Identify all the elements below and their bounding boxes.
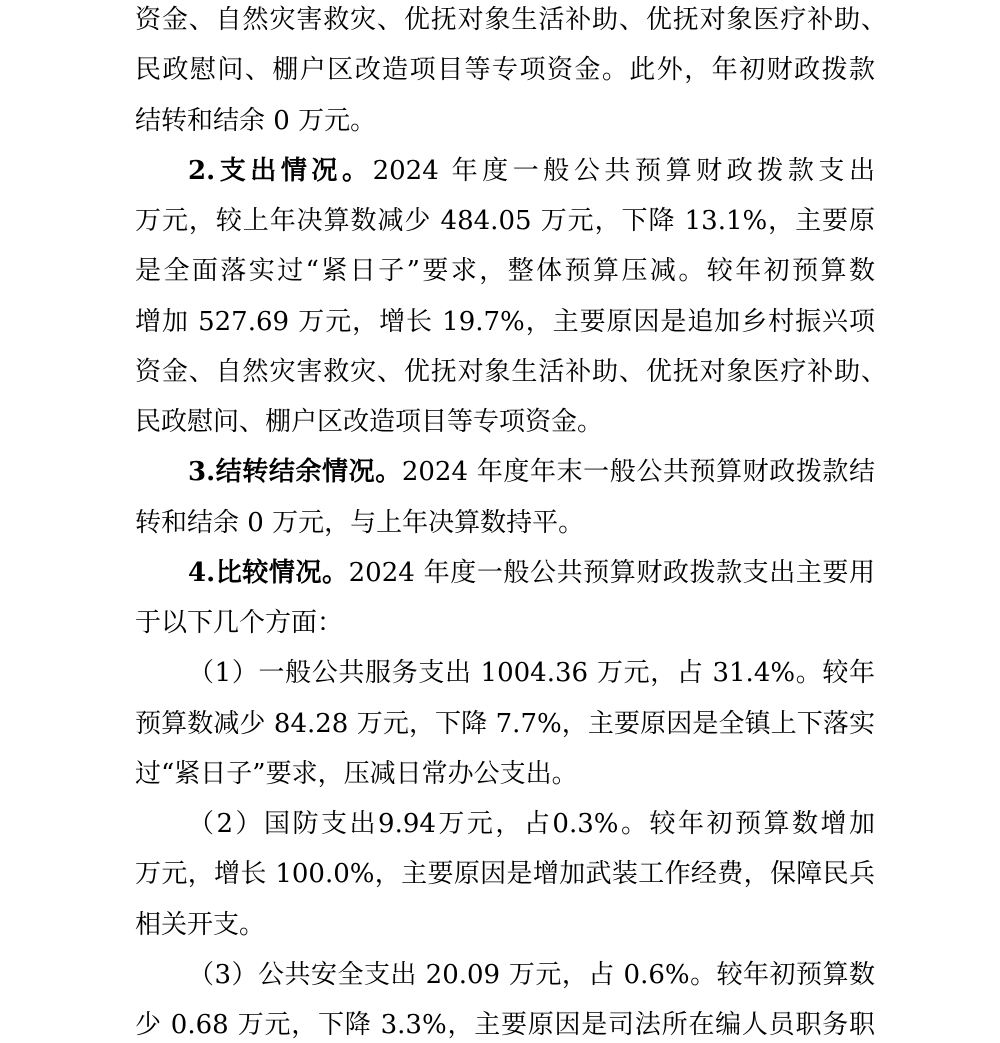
section-heading: 2.支出情况。 [188,155,373,186]
paragraph-text: 2024 年度一般公共预算财政拨款支出主要用 [348,557,875,588]
paragraph-line: （1）一般公共服务支出 1004.36 万元，占 31.4%。较年 [188,658,875,689]
paragraph-line: 相关开支。 [135,909,266,940]
paragraph-line: 是全面落实过“紧日子”要求，整体预算压减。较年初预算数 [135,256,875,287]
paragraph-carryover [135,447,875,548]
paragraph-text: 2024 年度年末一般公共预算财政拨款结 [401,457,875,488]
paragraph-line: 万元，增长 100.0%，主要原因是增加武装工作经费，保障民兵 [135,859,875,890]
paragraph-line: 过“紧日子”要求，压减日常办公支出。 [135,758,578,789]
paragraph-line: 民政慰问、棚户区改造项目等专项资金。此外，年初财政拨款 [135,55,875,86]
paragraph-line: 于以下几个方面： [135,608,344,638]
paragraph-line: 预算数减少 84.28 万元，下降 7.7%，主要原因是全镇上下落实 [135,708,875,739]
paragraph-line: 资金、自然灾害救灾、优抚对象生活补助、优抚对象医疗补助、 [135,5,887,35]
paragraph-comparison [135,548,875,649]
section-heading: 4.比较情况。 [188,557,349,588]
paragraph-text: 2024 年度一般公共预算财政拨款支出 [372,155,875,186]
paragraph-expenditure [135,146,887,448]
paragraph-line [135,447,875,497]
paragraph-line: 增加 527.69 万元，增长 19.7%，主要原因是追加乡村振兴项 [135,306,875,337]
paragraph-item-2 [135,799,875,950]
paragraph-line: （3）公共安全支出 20.09 万元，占 0.6%。较年初预算数 [188,959,875,990]
paragraph-line [135,146,875,196]
paragraph-line: 结转和结余 0 万元。 [135,105,377,136]
paragraph-item-3 [135,950,875,1043]
paragraph-line: 民政慰问、棚户区改造项目等专项资金。 [135,407,604,437]
paragraph-line: 转和结余 0 万元，与上年决算数持平。 [135,507,585,538]
paragraph-line [135,548,875,598]
paragraph-line: 万元，较上年决算数减少 484.05 万元，下降 13.1%，主要原 [135,206,875,236]
document-body [135,0,887,1043]
paragraph-funding-continuation [135,0,887,146]
paragraph-line: 资金、自然灾害救灾、优抚对象生活补助、优抚对象医疗补助、 [135,356,887,387]
paragraph-item-1 [135,648,875,799]
section-heading: 3.结转结余情况。 [188,457,402,488]
paragraph-line: 少 0.68 万元，下降 3.3%，主要原因是司法所在编人员职务职 [135,1010,875,1040]
paragraph-line: （2）国防支出9.94万元，占0.3%。较年初预算数增加 [188,809,875,839]
